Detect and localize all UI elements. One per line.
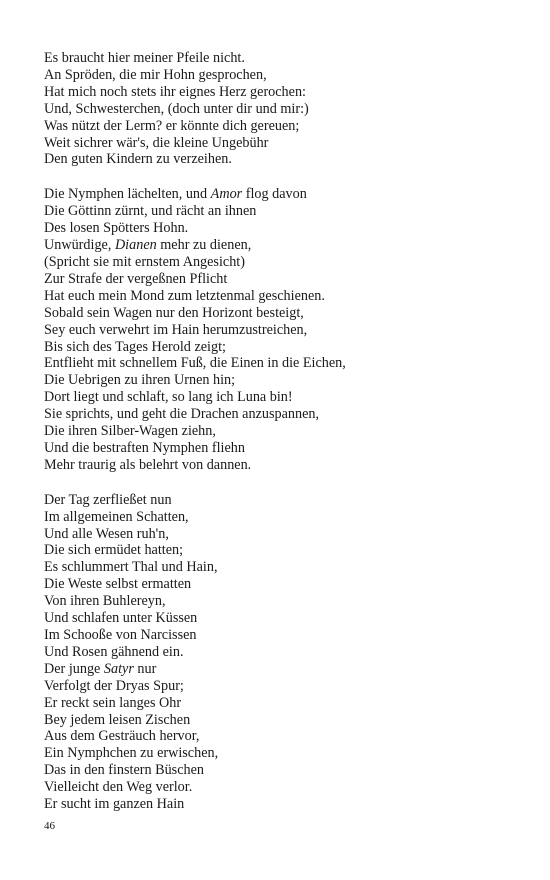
verse-line: [44, 355, 524, 372]
verse-line: [44, 84, 524, 101]
verse-line: [44, 509, 524, 526]
italic-name: Dianen: [114, 237, 157, 254]
verse-line: [44, 305, 524, 322]
verse-line: [44, 661, 524, 678]
verse-line: [44, 254, 524, 271]
verse-line: [44, 457, 524, 474]
verse-line: [44, 728, 524, 745]
line-text: Sey euch verwehrt im Hain herumzustreichen,: [44, 321, 308, 338]
line-text: An Spröden, die mir Hohn gesprochen,: [44, 66, 267, 83]
verse-line: [44, 593, 524, 610]
line-text: flog davon: [242, 186, 307, 203]
verse-line: [44, 745, 524, 762]
verse-line: [44, 50, 524, 67]
verse-line: [44, 695, 524, 712]
line-text: (Spricht sie mit ernstem Angesicht): [44, 253, 245, 270]
verse-line: [44, 796, 524, 813]
verse-line: [44, 542, 524, 559]
verse-line: [44, 627, 524, 644]
line-text: Und, Schwesterchen, (doch unter dir und mir:): [44, 100, 309, 117]
line-text: Im allgemeinen Schatten,: [44, 508, 189, 525]
line-text: Des losen Spötters Hohn.: [44, 220, 189, 237]
line-text: Mehr traurig als belehrt von dannen.: [44, 456, 252, 473]
verse-line: [44, 610, 524, 627]
line-text: Ein Nymphchen zu erwischen,: [44, 745, 219, 762]
line-text: Die sich ermüdet hatten;: [44, 542, 184, 559]
page-number: 46: [44, 820, 55, 832]
poem-text: [44, 50, 524, 831]
line-text: nur: [133, 660, 157, 677]
verse-line: [44, 526, 524, 543]
line-text: Bis sich des Tages Herold zeigt;: [44, 338, 226, 355]
verse-line: [44, 423, 524, 440]
line-text: Hat mich noch stets ihr eignes Herz gerochen:: [44, 83, 306, 100]
verse-line: [44, 678, 524, 695]
line-text: Zur Strafe der vergeßnen Pflicht: [44, 270, 228, 287]
italic-name: Satyr: [103, 660, 134, 677]
line-text: Im Schooße von Narcissen: [44, 627, 197, 643]
line-text: Die Uebrigen zu ihren Urnen hin;: [44, 372, 236, 389]
line-text: Den guten Kindern zu verzeihen.: [44, 151, 232, 168]
line-text: Und alle Wesen ruh'n,: [44, 525, 169, 542]
verse-line: [44, 220, 524, 237]
verse-line: [44, 492, 524, 509]
line-text: Verfolgt der Dryas Spur;: [44, 677, 184, 694]
verse-line: [44, 372, 524, 389]
verse-line: [44, 237, 524, 254]
line-text: Es braucht hier meiner Pfeile nicht.: [44, 50, 245, 66]
verse-line: [44, 67, 524, 84]
stanza: [44, 50, 524, 168]
verse-line: [44, 288, 524, 305]
line-text: Er sucht im ganzen Hain: [44, 796, 185, 813]
line-text: Vielleicht den Weg verlor.: [44, 779, 193, 796]
line-text: Sie sprichts, und geht die Drachen anzuspannen,: [44, 406, 320, 423]
verse-line: [44, 644, 524, 661]
line-text: Die Weste selbst ermatten: [44, 576, 192, 593]
verse-line: [44, 271, 524, 288]
line-text: Die Nymphen lächelten, und: [44, 186, 211, 203]
line-text: Hat euch mein Mond zum letztenmal geschienen.: [44, 287, 325, 304]
line-text: Und die bestraften Nymphen fliehn: [44, 439, 245, 456]
italic-name: Amor: [210, 186, 243, 203]
line-text: Bey jedem leisen Zischen: [44, 711, 191, 728]
line-text: Von ihren Buhlereyn,: [44, 593, 166, 610]
verse-line: [44, 101, 524, 118]
verse-line: [44, 186, 524, 203]
line-text: Entflieht mit schnellem Fuß, die Einen in die Eichen,: [44, 355, 346, 372]
verse-line: [44, 203, 524, 220]
line-text: Der junge: [44, 660, 104, 677]
line-text: Es schlummert Thal und Hain,: [44, 559, 218, 576]
line-text: mehr zu dienen,: [156, 237, 252, 254]
line-text: Weit sichrer wär's, die kleine Ungebühr: [44, 134, 269, 151]
line-text: Sobald sein Wagen nur den Horizont besteigt,: [44, 304, 304, 321]
verse-line: [44, 118, 524, 135]
verse-line: [44, 339, 524, 356]
line-text: Unwürdige,: [44, 237, 115, 254]
line-text: Er reckt sein langes Ohr: [44, 694, 182, 711]
line-text: Aus dem Gesträuch hervor,: [44, 728, 200, 745]
verse-line: [44, 712, 524, 729]
line-text: Dort liegt und schlaft, so lang ich Luna bin!: [44, 389, 293, 406]
verse-line: [44, 135, 524, 152]
verse-line: [44, 559, 524, 576]
line-text: Das in den finstern Büschen: [44, 762, 204, 779]
verse-line: [44, 576, 524, 593]
line-text: Und Rosen gähnend ein.: [44, 643, 184, 660]
verse-line: [44, 762, 524, 779]
verse-line: [44, 389, 524, 406]
stanza: [44, 186, 524, 473]
stanza: [44, 492, 524, 813]
line-text: Der Tag zerfließet nun: [44, 491, 172, 508]
verse-line: [44, 779, 524, 796]
verse-line: [44, 440, 524, 457]
line-text: Was nützt der Lerm? er könnte dich gereuen;: [44, 117, 300, 134]
verse-line: [44, 406, 524, 423]
verse-line: [44, 322, 524, 339]
line-text: Die ihren Silber-Wagen ziehn,: [44, 423, 216, 440]
line-text: Und schlafen unter Küssen: [44, 610, 198, 627]
line-text: Die Göttinn zürnt, und rächt an ihnen: [44, 203, 257, 220]
verse-line: [44, 151, 524, 168]
